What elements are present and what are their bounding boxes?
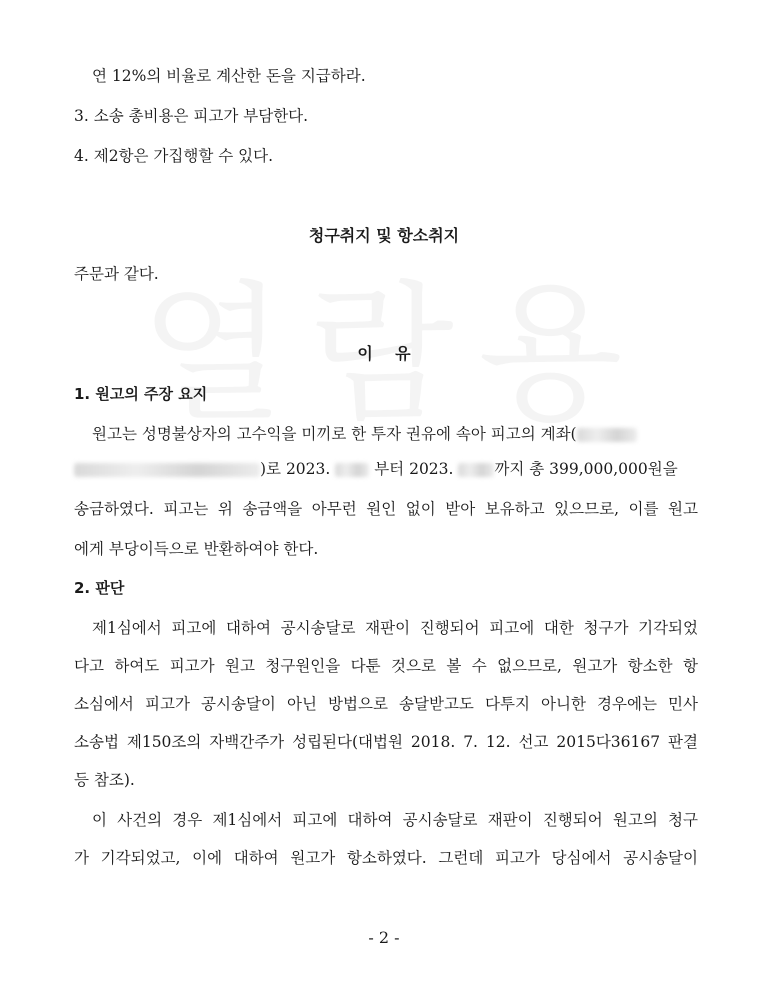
paragraph-line: 등 참조).	[74, 771, 135, 789]
redacted-account	[74, 463, 260, 477]
order-line: 3. 소송 총비용은 피고가 부담한다.	[74, 107, 309, 125]
paragraph-line: 가 기각되었고, 이에 대하여 원고가 항소하였다. 그런데 피고가 당심에서 공시송달이	[74, 849, 698, 867]
paragraph-text: 부터 2023.	[374, 460, 454, 478]
paragraph-line	[92, 424, 698, 444]
paragraph-line: 이 사건의 경우 제1심에서 피고에 대하여 공시송달로 재판이 진행되어 원고의 청구	[92, 811, 698, 829]
paragraph-line: 소송법 제150조의 자백간주가 성립된다(대법원 2018. 7. 12. 선고 2015다36167 판결	[74, 733, 698, 751]
page-number: - 2 -	[368, 928, 400, 947]
paragraph-text: 원고는 성명불상자의 고수익을 미끼로 한 투자 권유에 속아 피고의 계좌(	[92, 425, 577, 443]
paragraph-line: 제1심에서 피고에 대하여 공시송달로 재판이 진행되어 피고에 대한 청구가 기각되었	[92, 619, 698, 637]
order-line: 4. 제2항은 가집행할 수 있다.	[74, 147, 274, 165]
paragraph-text: )로 2023.	[260, 460, 331, 478]
reasons-heading: 이 유	[357, 344, 411, 363]
paragraph-line	[74, 459, 698, 479]
section-1-title: 1. 원고의 주장 요지	[74, 385, 208, 403]
paragraph-line: 송금하였다. 피고는 위 송금액을 아무런 원인 없이 받아 보유하고 있으므로, 이를 원고	[74, 500, 698, 518]
paragraph-line: 다고 하여도 피고가 원고 청구원인을 다툰 것으로 볼 수 없으므로, 원고가 항소한 항	[74, 657, 698, 675]
order-line: 연 12%의 비율로 계산한 돈을 지급하라.	[92, 67, 366, 85]
redacted-date	[335, 463, 369, 477]
paragraph-text: 까지 총 399,000,000원을	[494, 460, 678, 478]
paragraph-line: 소심에서 피고가 공시송달이 아닌 방법으로 송달받고도 다투지 아니한 경우에는 민사	[74, 695, 698, 713]
claim-heading: 청구취지 및 항소취지	[308, 226, 460, 245]
paragraph-line: 에게 부당이득으로 반환하여야 한다.	[74, 540, 319, 558]
claim-text: 주문과 같다.	[74, 265, 159, 283]
redacted-account	[577, 428, 637, 442]
section-2-title: 2. 판단	[74, 579, 125, 597]
redacted-date	[458, 463, 494, 477]
